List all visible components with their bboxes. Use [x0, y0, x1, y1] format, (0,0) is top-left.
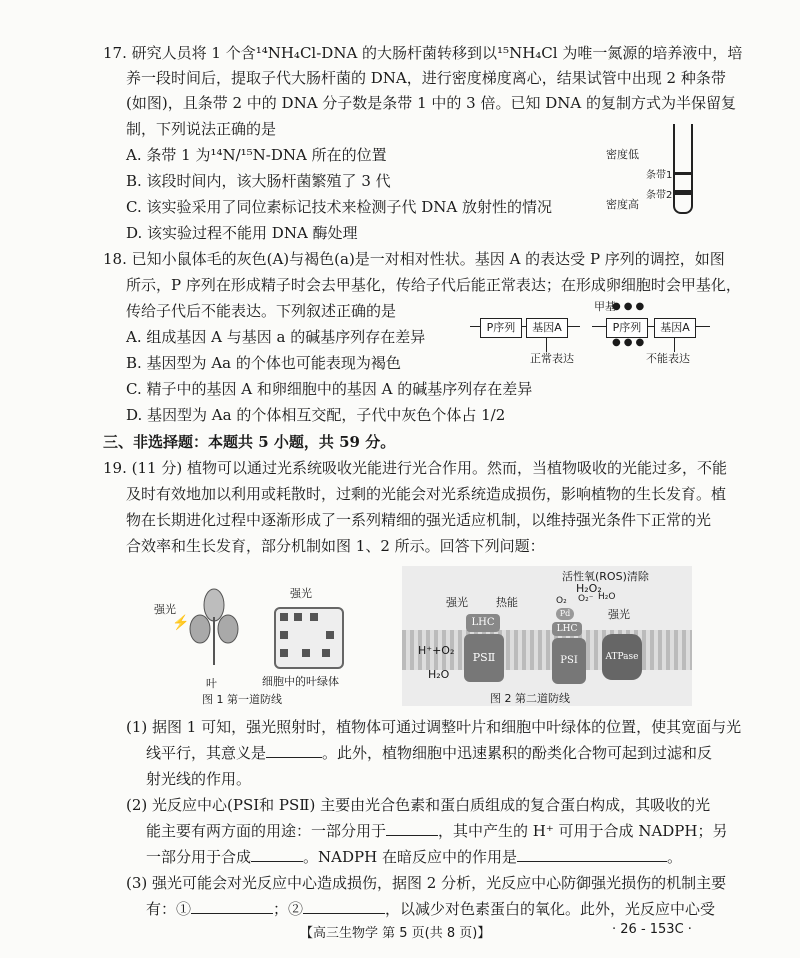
q19-sub3-line1: (3) 强光可能会对光反应中心造成损伤，据图 2 分析，光反应中心防御强光损伤的机制主要 — [126, 874, 727, 892]
q17-option-c: C. 该实验采用了同位素标记技术来检测子代 DNA 放射性的情况 — [126, 198, 553, 216]
fig1-label-chloroplast: 细胞中的叶绿体 — [262, 675, 339, 688]
q19-sub3-text-post: ，以减少对色素蛋白的氧化。此外，光反应中心受 — [385, 900, 716, 918]
q19-sub2-answer-blank-1[interactable] — [386, 821, 438, 836]
q17-line1: 17. 研究人员将 1 个含¹⁴NH₄Cl-DNA 的大肠杆菌转移到以¹⁵NH₄Cl 为唯一氮源的培养液中，培 — [103, 44, 743, 62]
q19-sub1-answer-blank[interactable] — [266, 743, 322, 758]
fig2-lhc-right: LHC — [552, 622, 582, 636]
q19-sub2-text-pre: 能主要有两方面的用途：一部分用于 — [146, 822, 387, 840]
fig1-label-strong-light-right: 强光 — [290, 587, 312, 600]
q17-option-b: B. 该段时间内，该大肠杆菌繁殖了 3 代 — [126, 172, 391, 190]
fig2-ps1: PSⅠ — [552, 638, 586, 684]
q18-option-b: B. 基因型为 Aa 的个体也可能表现为褐色 — [126, 354, 401, 372]
q18-line2: 所示，P 序列在形成精子时会去甲基化，传给子代后能正常表达；在形成卵细胞时会甲基化， — [126, 276, 741, 294]
q17-tube-figure — [600, 118, 710, 218]
fig2-label-strong-b: 强光 — [608, 608, 630, 621]
q19-sub1-text-pre: 线平行，其意义是 — [146, 744, 267, 762]
q19-line4: 合效率和生长发育，部分机制如图 1、2 所示。回答下列问题： — [126, 537, 545, 555]
page-footer-center: 【高三生物学 第 5 页(共 8 页)】 — [300, 926, 491, 941]
q19-sub2-answer-blank-2[interactable] — [251, 847, 303, 862]
q17-band2 — [673, 190, 693, 195]
q17-label-band2: 条带2 — [646, 190, 673, 201]
fig2-label-h2o: H₂O — [428, 668, 450, 681]
lightning-icon: ⚡ — [172, 615, 190, 631]
fig2-ps2: PSⅡ — [464, 634, 504, 682]
q18-left-pseq-box: P序列 — [480, 318, 522, 338]
q19-figure2 — [402, 566, 692, 706]
q18-label-normal: 正常表达 — [530, 352, 574, 365]
fig2-label-hplus: H⁺+O₂ — [418, 644, 455, 657]
q18-right-pseq-box: P序列 — [606, 318, 648, 338]
q19-sub1-line3: 射光线的作用。 — [146, 770, 252, 788]
q19-line1: 19. (11 分) 植物可以通过光系统吸收光能进行光合作用。然而，当植物吸收的光能过多，不能 — [103, 459, 727, 477]
fig2-label-h2o-b: H₂O — [598, 592, 616, 602]
fig2-label-strong: 强光 — [446, 596, 468, 609]
chloroplast-cell-icon — [274, 607, 344, 669]
fig2-label-ros: 活性氧(ROS)清除 — [562, 570, 649, 583]
fig2-label-o2minus: O₂⁻ — [578, 594, 594, 604]
q19-sub1-line2 — [146, 742, 712, 763]
q18-methylation-figure — [470, 298, 710, 368]
fig1-label-leaf: 叶 — [206, 677, 217, 690]
q18-left-geneA-box: 基因A — [526, 318, 568, 338]
q19-line2: 及时有效地加以利用或耗散时，过剩的光能会对光系统造成损伤，影响植物的生长发育。植 — [126, 485, 727, 503]
q19-sub1-text-post: 。此外，植物细胞中迅速累积的酚类化合物可起到过滤和反 — [322, 744, 713, 762]
q17-line2: 养一段时间后，提取子代大肠杆菌的 DNA，进行密度梯度离心，结果试管中出现 2 种条带 — [126, 69, 726, 87]
q19-sub2-text-end: 。 — [666, 848, 682, 866]
q19-sub2-text-pre2: 一部分用于合成 — [146, 848, 252, 866]
q17-label-band1: 条带1 — [646, 170, 673, 181]
q17-line3: (如图)，且条带 2 中的 DNA 分子数是条带 1 中的 3 倍。已知 DNA 的复制方式为半保留复 — [126, 94, 736, 112]
q18-label-cannot: 不能表达 — [646, 352, 690, 365]
q18-methyl-dots-bottom: ●●● — [612, 337, 648, 348]
q18-option-c: C. 精子中的基因 A 和卵细胞中的基因 A 的碱基序列存在差异 — [126, 380, 533, 398]
q19-sub1-line1: (1) 据图 1 可知，强光照射时，植物体可通过调整叶片和细胞中叶绿体的位置，使其宽面与光 — [126, 718, 742, 736]
q19-sub3-text-mid: ；② — [273, 900, 304, 918]
q18-line1: 18. 已知小鼠体毛的灰色(A)与褐色(a)是一对相对性状。基因 A 的表达受 P 序列的调控，如图 — [103, 250, 725, 268]
q19-line3: 物在长期进化过程中逐渐形成了一系列精细的强光适应机制，以维持强光条件下正常的光 — [126, 511, 712, 529]
fig2-label-o2: O₂ — [556, 596, 567, 606]
fig2-pd: Pd — [556, 608, 574, 620]
q18-line3: 传给子代后不能表达。下列叙述正确的是 — [126, 302, 397, 320]
q19-figure1 — [150, 585, 380, 705]
fig2-label-h2o2: H₂O₂ — [576, 582, 602, 595]
q17-line4: 制，下列说法正确的是 — [126, 120, 277, 138]
fig1-caption: 图 1 第一道防线 — [202, 693, 282, 706]
q18-label-methyl: 甲基 — [594, 300, 616, 313]
q19-sub2-line1: (2) 光反应中心(PSⅠ和 PSⅡ) 主要由光合色素和蛋白质组成的复合蛋白构成，其吸收的光 — [126, 796, 711, 814]
q19-sub2-text-mid: 。NADPH 在暗反应中的作用是 — [303, 848, 517, 866]
page-footer-code: · 26 - 153C · — [612, 922, 692, 937]
q17-label-density-high: 密度高 — [606, 198, 639, 211]
fig2-label-heat: 热能 — [496, 596, 518, 609]
q17-band1 — [673, 172, 693, 175]
q18-option-d: D. 基因型为 Aa 的个体相互交配，子代中灰色个体占 1/2 — [126, 406, 506, 424]
q17-option-d: D. 该实验过程不能用 DNA 酶处理 — [126, 224, 358, 242]
q19-sub3-answer-blank-1[interactable] — [191, 899, 273, 914]
fig2-caption: 图 2 第二道防线 — [490, 692, 570, 705]
q18-right-geneA-box: 基因A — [654, 318, 696, 338]
q18-option-a: A. 组成基因 A 与基因 a 的碱基序列存在差异 — [126, 328, 426, 346]
section-three-heading: 三、非选择题：本题共 5 小题，共 59 分。 — [103, 433, 396, 451]
q19-sub3-answer-blank-2[interactable] — [303, 899, 385, 914]
q17-label-density-low: 密度低 — [606, 148, 639, 161]
q18-methyl-dots-top: ●●● — [612, 301, 648, 312]
fig1-label-strong-light-left: 强光 — [154, 603, 176, 616]
q19-sub3-line2 — [146, 898, 715, 919]
q19-sub2-answer-blank-3[interactable] — [517, 847, 667, 862]
q17-tube — [673, 124, 693, 214]
fig2-atpase: ATPase — [602, 634, 642, 680]
q19-sub3-text-pre: 有：① — [146, 900, 192, 918]
fig2-lhc-left: LHC — [466, 614, 500, 632]
q19-sub2-line2 — [146, 820, 727, 841]
q19-sub2-line3 — [146, 846, 682, 867]
q17-option-a: A. 条带 1 为¹⁴N/¹⁵N-DNA 所在的位置 — [126, 146, 387, 164]
q19-sub2-text-post: ，其中产生的 H⁺ 可用于合成 NADPH；另 — [438, 822, 728, 840]
plant-leaves-icon — [186, 587, 242, 667]
